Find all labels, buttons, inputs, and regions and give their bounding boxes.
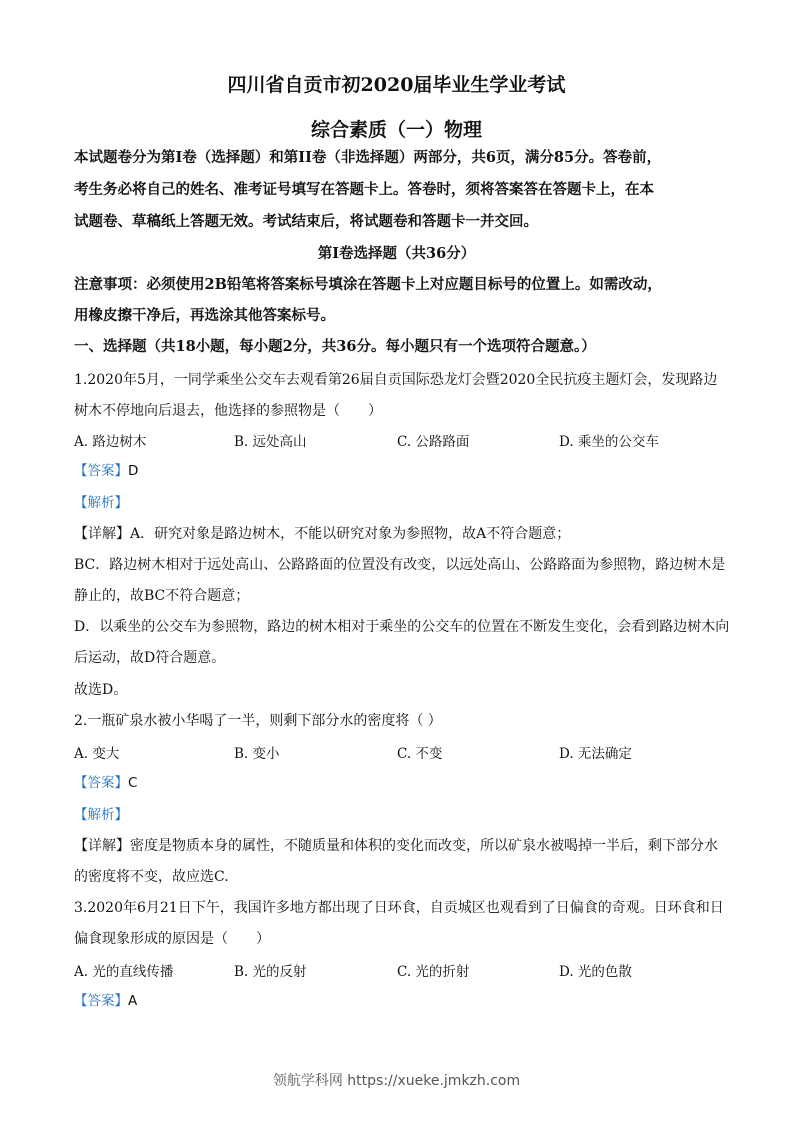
notice-line-2: 用橡皮擦干净后，再选涂其他答案标号。 bbox=[74, 307, 335, 324]
q1-answer-row bbox=[74, 461, 724, 481]
q1-detail-line-3: 静止的，故BC不符合题意； bbox=[74, 588, 250, 604]
section-heading: 第I卷选择题（共36分） bbox=[317, 245, 476, 262]
detail-tag: 【详解】 bbox=[74, 526, 130, 542]
q1-conclusion: 故选D。 bbox=[74, 682, 128, 698]
intro-line-3: 试题卷、草稿纸上答题无效。考试结束后，将试题卷和答题卡一并交回。 bbox=[74, 213, 538, 230]
q1-detail-line-1 bbox=[74, 524, 724, 544]
q3-answer-row bbox=[74, 991, 724, 1011]
q2-stem: 2.一瓶矿泉水被小华喝了一半，则剩下部分水的密度将（ ） bbox=[74, 713, 442, 729]
q1-option-a: A. 路边树木 bbox=[74, 434, 147, 450]
q2-option-c: C. 不变 bbox=[397, 746, 443, 762]
detail-text: 密度是物质本身的属性，不随质量和体积的变化而改变，所以矿泉水被喝掉一半后，剩下部分水 bbox=[130, 838, 718, 854]
q2-option-d: D. 无法确定 bbox=[559, 746, 632, 762]
detail-text: A．研究对象是路边树木，不能以研究对象为参照物，故A不符合题意； bbox=[130, 526, 571, 542]
q3-option-d: D. 光的色散 bbox=[559, 964, 632, 980]
answer-tag: 【答案】 bbox=[74, 993, 128, 1009]
q1-option-d: D. 乘坐的公交车 bbox=[559, 434, 659, 450]
q1-stem-line-2: 树木不停地向后退去，他选择的参照物是（ ） bbox=[74, 403, 382, 419]
answer-tag: 【答案】 bbox=[74, 775, 128, 791]
q1-analysis-row bbox=[74, 493, 724, 513]
detail-tag: 【详解】 bbox=[74, 838, 130, 854]
answer-value: D bbox=[128, 463, 139, 479]
q2-detail-line-2: 的密度将不变，故应选C. bbox=[74, 869, 229, 885]
part-heading: 一、选择题（共18小题，每小题2分，共36分。每小题只有一个选项符合题意。） bbox=[74, 338, 596, 355]
q2-option-b: B. 变小 bbox=[234, 746, 280, 762]
answer-tag: 【答案】 bbox=[74, 463, 128, 479]
answer-value: C bbox=[128, 775, 138, 791]
page-subtitle: 综合素质（一）物理 bbox=[310, 119, 482, 141]
q1-stem-line-1: 1.2020年5月，一同学乘坐公交车去观看第26届自贡国际恐龙灯会暨2020全民抗疫主题灯会，发现路边 bbox=[74, 372, 718, 388]
page-title: 四川省自贡市初2020届毕业生学业考试 bbox=[227, 74, 566, 96]
intro-line-1: 本试题卷分为第I卷（选择题）和第II卷（非选择题）两部分，共6页，满分85分。答卷前， bbox=[74, 149, 662, 166]
intro-line-2: 考生务必将自己的姓名、准考证号填写在答题卡上。答卷时，须将答案答在答题卡上，在本 bbox=[74, 181, 654, 198]
q1-detail-line-5: 后运动，故D符合题意。 bbox=[74, 650, 226, 666]
q1-detail-line-4: D．以乘坐的公交车为参照物，路边的树木相对于乘坐的公交车的位置在不断发生变化，会看到路边树木向 bbox=[74, 619, 730, 635]
q2-option-a: A. 变大 bbox=[74, 746, 120, 762]
q1-option-c: C. 公路路面 bbox=[397, 434, 470, 450]
q2-answer-row bbox=[74, 773, 724, 793]
analysis-tag: 【解析】 bbox=[74, 495, 128, 511]
footer-watermark: 领航学科网 https://xueke.jmkzh.com bbox=[272, 1073, 521, 1089]
q2-detail-line-1 bbox=[74, 836, 724, 856]
answer-value: A bbox=[128, 993, 138, 1009]
analysis-tag: 【解析】 bbox=[74, 807, 128, 823]
q3-stem-line-2: 偏食现象形成的原因是（ ） bbox=[74, 931, 270, 947]
q1-detail-line-2: BC．路边树木相对于远处高山、公路路面的位置没有改变，以远处高山、公路路面为参照物，路边树木是 bbox=[74, 557, 726, 573]
q3-stem-line-1: 3.2020年6月21日下午，我国许多地方都出现了日环食，自贡城区也观看到了日偏食的奇观。日环食和日 bbox=[74, 900, 724, 916]
q1-option-b: B. 远处高山 bbox=[234, 434, 307, 450]
q3-option-b: B. 光的反射 bbox=[234, 964, 307, 980]
q3-option-a: A. 光的直线传播 bbox=[74, 964, 174, 980]
q3-option-c: C. 光的折射 bbox=[397, 964, 470, 980]
notice-line-1: 注意事项：必须使用2B铅笔将答案标号填涂在答题卡上对应题目标号的位置上。如需改动， bbox=[74, 276, 662, 293]
q2-analysis-row bbox=[74, 805, 724, 825]
